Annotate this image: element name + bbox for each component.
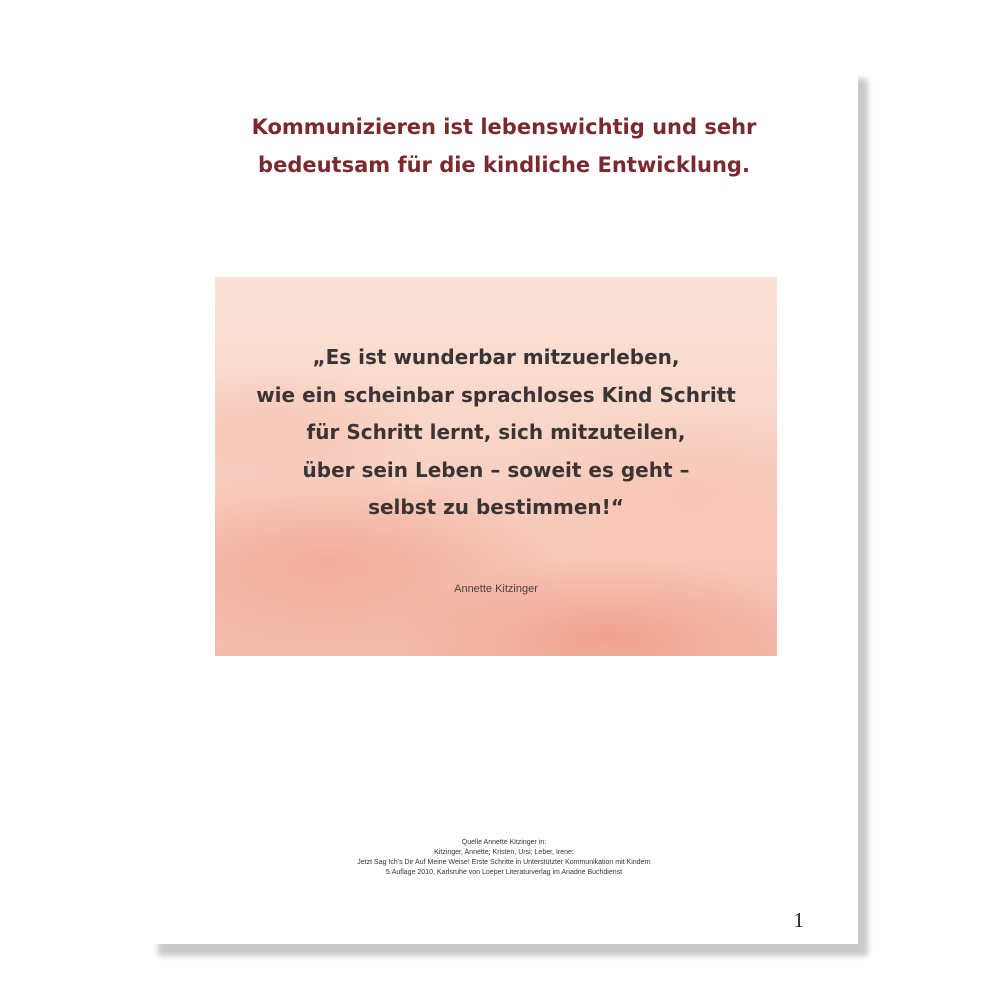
quote-line-5: selbst zu bestimmen!“ bbox=[368, 495, 624, 519]
quote-text bbox=[215, 339, 777, 527]
page-heading bbox=[150, 108, 858, 184]
source-line-4: 5.Auflage 2010, Karlsruhe von Loeper Literaturverlag im Ariadne Buchdienst bbox=[385, 869, 623, 876]
source-line-2: Kitzinger, Annette; Kristen, Ursi; Leber, Irene: bbox=[434, 849, 574, 856]
source-citation bbox=[150, 838, 858, 878]
quote-line-3: für Schritt lernt, sich mitzuteilen, bbox=[306, 420, 686, 444]
quote-line-2: wie ein scheinbar sprachloses Kind Schritt bbox=[256, 382, 736, 407]
source-line-1: Quelle Annette Kitzinger in: bbox=[461, 839, 547, 846]
page-number: 1 bbox=[793, 908, 804, 932]
quote-author: Annette Kitzinger bbox=[454, 583, 538, 595]
quote-line-1: „Es ist wunderbar mitzuerleben, bbox=[312, 345, 680, 369]
heading-line-2: bedeutsam für die kindliche Entwicklung. bbox=[258, 153, 750, 177]
document-page bbox=[150, 70, 858, 944]
source-line-3: Jetzt Sag Ich's Dir Auf Meine Weise! Erste Schritte in Unterstützter Kommunikation mit Kindern bbox=[357, 859, 651, 866]
heading-line-1: Kommunizieren ist lebenswichtig und sehr bbox=[251, 115, 757, 139]
quote-line-4: über sein Leben – soweit es geht – bbox=[302, 457, 690, 482]
quote-card bbox=[215, 277, 777, 656]
